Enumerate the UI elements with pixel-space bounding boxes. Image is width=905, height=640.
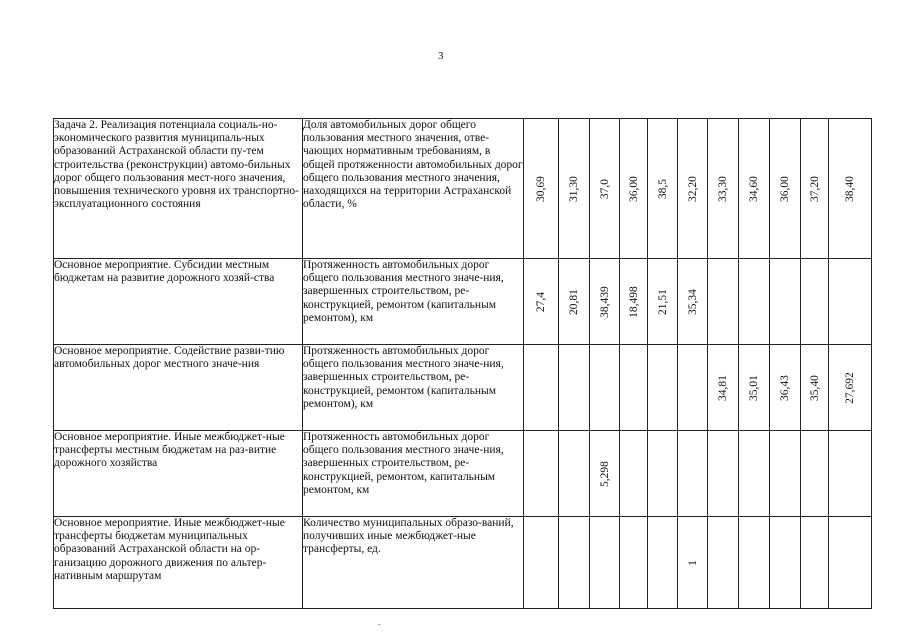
value-cell (620, 119, 648, 259)
value-cell (739, 431, 770, 517)
value-cell (678, 259, 708, 345)
page-artifact-mark: - (378, 620, 381, 629)
value-cell (678, 517, 708, 609)
value-cell (739, 517, 770, 609)
table-row (54, 259, 872, 345)
value-cell (590, 259, 620, 345)
value-text: 38,439 (598, 285, 611, 318)
indicator-cell: Протяженность автомобильных дорог общего пользования местного значе-ния, завершенных строительством, ре-конструкцией, ремонтом, капитальным ремонтом, км (303, 431, 524, 517)
value-cell (620, 431, 648, 517)
value-cell (708, 431, 739, 517)
value-cell (559, 431, 590, 517)
indicator-cell: Протяженность автомобильных дорог общего пользования местного значе-ния, завершенных строительством, ре-конструкцией, ремонтом (капитальным ремонтом), км (303, 345, 524, 431)
value-cell (801, 431, 829, 517)
value-text: 36,43 (779, 374, 791, 401)
value-cell (524, 119, 559, 259)
task-cell: Задача 2. Реализация потенциала социаль-но-экономического развития муниципаль-ных образований Астраханской области пу-тем строительства (реконструкции) автомо-бильных дорог общего пользования мест-ного значения, повышения технического уровня их транспортно-эксплуатационного состояния (54, 119, 303, 259)
value-cell (739, 259, 770, 345)
table-row (54, 345, 872, 431)
value-cell (678, 119, 708, 259)
value-text: 35,34 (686, 288, 699, 315)
value-cell (829, 345, 872, 431)
value-cell (648, 345, 678, 431)
value-cell (559, 119, 590, 259)
value-cell (648, 259, 678, 345)
task-cell: Основное мероприятие. Иные межбюджет-ные трансферты местным бюджетам на раз-витие дорожного хозяйства (54, 431, 303, 517)
value-text: 33,30 (717, 175, 729, 202)
value-cell (648, 517, 678, 609)
value-cell (829, 259, 872, 345)
value-text: 38,5 (656, 178, 669, 199)
table-row (54, 517, 872, 609)
indicators-table (53, 118, 872, 609)
value-cell (770, 119, 801, 259)
value-cell (708, 119, 739, 259)
value-cell (524, 431, 559, 517)
indicator-cell: Протяженность автомобильных дорог общего пользования местного значе-ния, завершенных строительством, ре-конструкцией, ремонтом (капитальным ремонтом), км (303, 259, 524, 345)
value-cell (708, 345, 739, 431)
value-cell (590, 517, 620, 609)
value-text: 36,00 (779, 175, 791, 202)
value-text: 27,692 (844, 371, 856, 404)
value-cell (524, 517, 559, 609)
value-text: 21,51 (656, 288, 669, 315)
value-text: 34,81 (717, 374, 729, 401)
value-text: 1 (686, 559, 699, 566)
indicator-cell: Количество муниципальных образо-ваний, получивших иные межбюджет-ные трансферты, ед. (303, 517, 524, 609)
task-cell: Основное мероприятие. Иные межбюджет-ные трансферты бюджетам муниципальных образований Астраханской области на ор-ганизацию дорожного движения по альтер-нативным маршрутам (54, 517, 303, 609)
value-cell (770, 431, 801, 517)
value-cell (590, 431, 620, 517)
value-cell (829, 431, 872, 517)
value-cell (648, 119, 678, 259)
value-cell (620, 345, 648, 431)
value-cell (708, 517, 739, 609)
task-cell: Основное мероприятие. Субсидии местным бюджетам на развитие дорожного хозяй-ства (54, 259, 303, 345)
indicator-cell: Доля автомобильных дорог общего пользования местного значения, отве-чающих нормативным требованиям, в общей протяженности автомобильных дорог общего пользования местного значения, находящихся на территории Астраханской области, % (303, 119, 524, 259)
value-cell (770, 517, 801, 609)
value-cell (620, 259, 648, 345)
value-cell (770, 345, 801, 431)
task-cell: Основное мероприятие. Содействие разви-тию автомобильных дорог местного значе-ния (54, 345, 303, 431)
value-cell (524, 259, 559, 345)
value-text: 5,298 (598, 460, 611, 487)
value-text: 37,20 (808, 175, 821, 202)
value-cell (801, 345, 829, 431)
value-text: 32,20 (686, 175, 699, 202)
value-cell (678, 431, 708, 517)
value-cell (559, 259, 590, 345)
value-text: 35,40 (808, 374, 821, 401)
value-cell (739, 119, 770, 259)
value-text: 31,30 (568, 175, 580, 202)
value-text: 37,0 (598, 178, 611, 199)
value-cell (739, 345, 770, 431)
value-cell (678, 345, 708, 431)
value-cell (829, 517, 872, 609)
value-text: 35,01 (748, 374, 760, 401)
value-cell (559, 345, 590, 431)
value-text: 36,00 (627, 175, 640, 202)
value-cell (801, 119, 829, 259)
value-text: 18,498 (627, 285, 640, 318)
table-row (54, 119, 872, 259)
value-cell (801, 259, 829, 345)
table-row (54, 431, 872, 517)
value-cell (559, 517, 590, 609)
value-cell (708, 259, 739, 345)
value-cell (590, 119, 620, 259)
value-cell (620, 517, 648, 609)
page-number: 3 (438, 50, 444, 62)
value-text: 30,69 (535, 175, 547, 202)
value-text: 20,81 (568, 288, 580, 315)
value-text: 38,40 (844, 175, 856, 202)
value-cell (770, 259, 801, 345)
value-cell (801, 517, 829, 609)
value-cell (590, 345, 620, 431)
value-text: 34,60 (748, 175, 760, 202)
value-cell (524, 345, 559, 431)
value-cell (648, 431, 678, 517)
value-text: 27,4 (535, 291, 547, 312)
value-cell (829, 119, 872, 259)
